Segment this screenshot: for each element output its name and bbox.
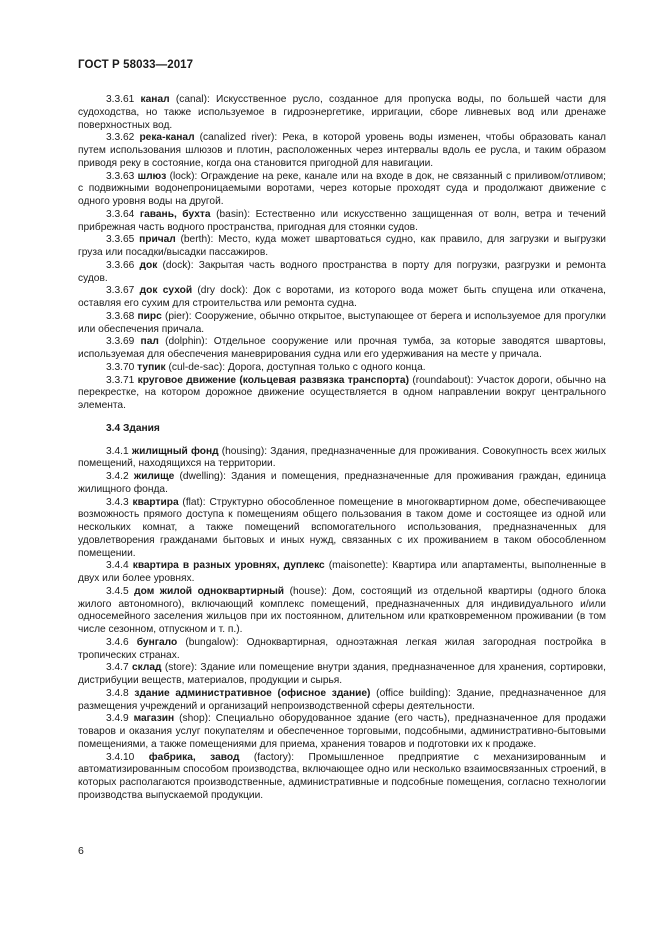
- entry-definition: Специально оборудованное здание (его часть), предназначенное для продажи товаров и оказания услуг покупателям и обеспеченное торговыми, подсобными, административно-бытовыми помещениями, а также помещениями для приема, хранения товаров и подготовки их к продаже.: [78, 713, 606, 750]
- entry-definition: Промышленное предприятие с механизированным и автоматизированным способом производства, включающее одно или несколько взаимосвязанных строений, в которых располагаются производственные, административные и подсобные помещения, согласно технологии производства выпускаемой продукции.: [78, 751, 606, 801]
- definition-entry: [78, 688, 606, 714]
- document-header: ГОСТ Р 58033—2017: [78, 59, 194, 71]
- entry-english: (berth):: [180, 234, 214, 246]
- entry-english: (lock):: [169, 170, 198, 182]
- entry-term: здание административное (офисное здание): [134, 687, 371, 699]
- entry-term: круговое движение (кольцевая развязка транспорта): [137, 374, 409, 386]
- entry-definition: Участок дороги, обычно на перекрестке, на котором дорожное движение осуществляется в одном направлении вокруг центрального элемента.: [78, 374, 606, 411]
- entry-number: 3.3.65: [106, 234, 135, 246]
- entry-number: 3.3.62: [106, 132, 135, 144]
- definition-entry: [78, 260, 606, 286]
- entry-english: (pier):: [164, 310, 192, 322]
- entry-english: (dolphin):: [165, 336, 208, 348]
- entry-definition: Дом, состоящий из отдельной квартиры (одного блока жилого автономного), включающий комплекс помещений, предназначенных для индивидуального и/или односемейного заселения жильцов при их постоянном, длительном или кратковременном проживании (в том числе сезонном, отпускном и т. п.).: [78, 585, 606, 635]
- entry-definition: Отдельное сооружение или прочная тумба, за которые заводятся швартовы, используемая для обеспечения маневрирования судна или его удерживания на месте у причала.: [78, 336, 606, 360]
- entry-english: (flat):: [182, 496, 206, 508]
- section-heading: 3.4 Здания: [106, 422, 160, 434]
- definition-entry: [78, 132, 606, 170]
- entry-term: дом жилой одноквартирный: [134, 585, 285, 597]
- entry-term: шлюз: [137, 170, 167, 182]
- definition-entry: [78, 637, 606, 663]
- entry-number: 3.4.9: [106, 713, 129, 725]
- definition-entry: [78, 752, 606, 803]
- entry-english: (office building):: [376, 687, 451, 699]
- definition-entry: [78, 94, 606, 132]
- entry-english: (maisonette):: [328, 560, 389, 572]
- definition-entry: [78, 586, 606, 637]
- entry-english: (basin):: [216, 208, 251, 220]
- entry-number: 3.4.10: [106, 751, 135, 763]
- entry-number: 3.4.7: [106, 662, 129, 674]
- entry-term: пирс: [137, 310, 162, 322]
- entry-definition: Дорога, доступная только с одного конца.: [227, 361, 426, 373]
- entry-number: 3.3.63: [106, 170, 135, 182]
- definition-entry: [78, 336, 606, 362]
- entry-term: магазин: [133, 713, 175, 725]
- entry-term: река-канал: [139, 132, 195, 144]
- entry-number: 3.4.5: [106, 585, 129, 597]
- section-3-3-entries: [78, 94, 606, 413]
- entry-term: док: [139, 259, 158, 271]
- entry-number: 3.3.70: [106, 361, 135, 373]
- entry-definition: Сооружение, обычно открытое, выступающее от берега и используемое для прогулки или обеспечения причала.: [78, 310, 606, 335]
- definition-entry: [78, 446, 606, 472]
- entry-number: 3.4.1: [106, 445, 129, 457]
- definition-entry: [78, 362, 606, 375]
- entry-english: (canalized river):: [199, 132, 278, 144]
- entry-definition: Структурно обособленное помещение в многоквартирном доме, обеспечивающее возможность прямого доступа к помещениям общего пользования в таком доме и состоящее из одной или нескольких комнат, а также помещений вспомогательного использования, предназначенных для удовлетворения гражданами бытовых и иных нужд, связанных с их проживанием в таком обособленном помещении.: [78, 496, 606, 559]
- entry-number: 3.3.68: [106, 310, 135, 322]
- entry-english: (canal):: [175, 94, 210, 105]
- entry-definition: Естественно или искусственно защищенная от волн, ветра и течений прибрежная часть водного пространства, пригодная для стоянки судов.: [78, 208, 606, 233]
- entry-definition: Здания и помещения, предназначенные для проживания граждан, единица жилищного фонда.: [78, 471, 606, 495]
- entry-definition: Здание или помещение внутри здания, предназначенное для хранения, сортировки, дистрибуции веществ, материалов, продукции и сырья.: [78, 662, 606, 686]
- entry-term: квартира в разных уровнях, дуплекс: [132, 560, 325, 572]
- entry-definition: Закрытая часть водного пространства в порту для погрузки, разгрузки и ремонта судов.: [78, 259, 606, 284]
- entry-term: гавань, бухта: [139, 208, 211, 220]
- entry-number: 3.3.67: [106, 285, 135, 297]
- entry-number: 3.3.71: [106, 374, 135, 386]
- entry-english: (housing):: [221, 445, 268, 457]
- entry-term: пал: [140, 336, 159, 348]
- definition-entry: [78, 713, 606, 751]
- definition-entry: [78, 311, 606, 337]
- entry-term: тупик: [137, 361, 166, 373]
- entry-definition: Здания, предназначенные для проживания. Совокупность всех жилых помещений, находящихся на территории.: [78, 445, 606, 470]
- entry-term: фабрика, завод: [148, 751, 240, 763]
- entry-english: (dock):: [162, 259, 194, 271]
- entry-number: 3.4.3: [106, 496, 129, 508]
- definition-entry: [78, 171, 606, 209]
- entry-number: 3.4.6: [106, 636, 129, 648]
- entry-english: (shop):: [179, 713, 211, 725]
- entry-term: док сухой: [139, 285, 193, 297]
- entry-term: жилищный фонд: [131, 445, 219, 457]
- definition-entry: [78, 375, 606, 413]
- entry-definition: Квартира или апартаменты, выполненные в двух или более уровнях.: [78, 560, 606, 584]
- entry-term: причал: [139, 234, 176, 246]
- entry-number: 3.3.69: [106, 336, 135, 348]
- entry-english: (bungalow):: [185, 636, 239, 648]
- entry-definition: Река, в которой уровень воды изменен, чтобы образовать канал путем использования шлюзов и плотин, расположенных через интервалы вдоль ее русла, и таким образом приводя реку в состояние, когда она становится пригодной для навигации.: [78, 132, 606, 169]
- entry-definition: Искусственное русло, созданное для пропуска воды, по большей части для судоходства, но также используемое в гидроэнергетике, ирригации, сборе ливневых вод или дренаже поверхностных вод.: [78, 94, 606, 131]
- section-3-4-entries: [78, 446, 606, 803]
- entry-number: 3.3.64: [106, 208, 135, 220]
- document-body: [78, 94, 606, 803]
- entry-number: 3.4.2: [106, 471, 129, 482]
- entry-english: (dwelling):: [179, 471, 226, 482]
- entry-term: склад: [132, 662, 162, 674]
- entry-english: (roundabout):: [412, 374, 474, 386]
- entry-term: канал: [140, 94, 170, 105]
- entry-english: (cul-de-sac):: [168, 361, 226, 373]
- entry-definition: Место, куда может швартоваться судно, как правило, для загрузки и выгрузки груза или посадки/высадки пассажиров.: [78, 234, 606, 258]
- definition-entry: [78, 497, 606, 561]
- definition-entry: [78, 560, 606, 586]
- entry-term: жилище: [133, 471, 175, 482]
- page-number: 6: [78, 845, 84, 857]
- definition-entry: [78, 234, 606, 260]
- entry-definition: Ограждение на реке, канале или на входе в док, не связанный с приливом/отливом; с подвижными водонепроницаемыми воротами, через которые проходят суда и продолжают движение с одного уровня воды на другой.: [78, 170, 606, 207]
- entry-term: бунгало: [136, 636, 178, 648]
- entry-definition: Здание, предназначенное для размещения учреждений и организаций непроизводственной сферы деятельности.: [78, 687, 606, 712]
- entry-number: 3.3.61: [106, 94, 135, 105]
- entry-number: 3.4.4: [106, 560, 129, 572]
- definition-entry: [78, 285, 606, 311]
- entry-number: 3.3.66: [106, 259, 135, 271]
- entry-english: (store):: [164, 662, 198, 674]
- entry-english: (factory):: [253, 751, 295, 763]
- definition-entry: [78, 471, 606, 497]
- entry-definition: Док с воротами, из которого вода может быть спущена или откачена, оставляя его сухим для строительства или ремонта судна.: [78, 285, 606, 309]
- entry-definition: Одноквартирная, одноэтажная легкая жилая загородная постройка в тропических странах.: [78, 636, 606, 661]
- entry-english: (house):: [289, 585, 327, 597]
- definition-entry: [78, 662, 606, 688]
- entry-term: квартира: [132, 496, 179, 508]
- definition-entry: [78, 209, 606, 235]
- entry-english: (dry dock):: [197, 285, 249, 297]
- entry-number: 3.4.8: [106, 687, 129, 699]
